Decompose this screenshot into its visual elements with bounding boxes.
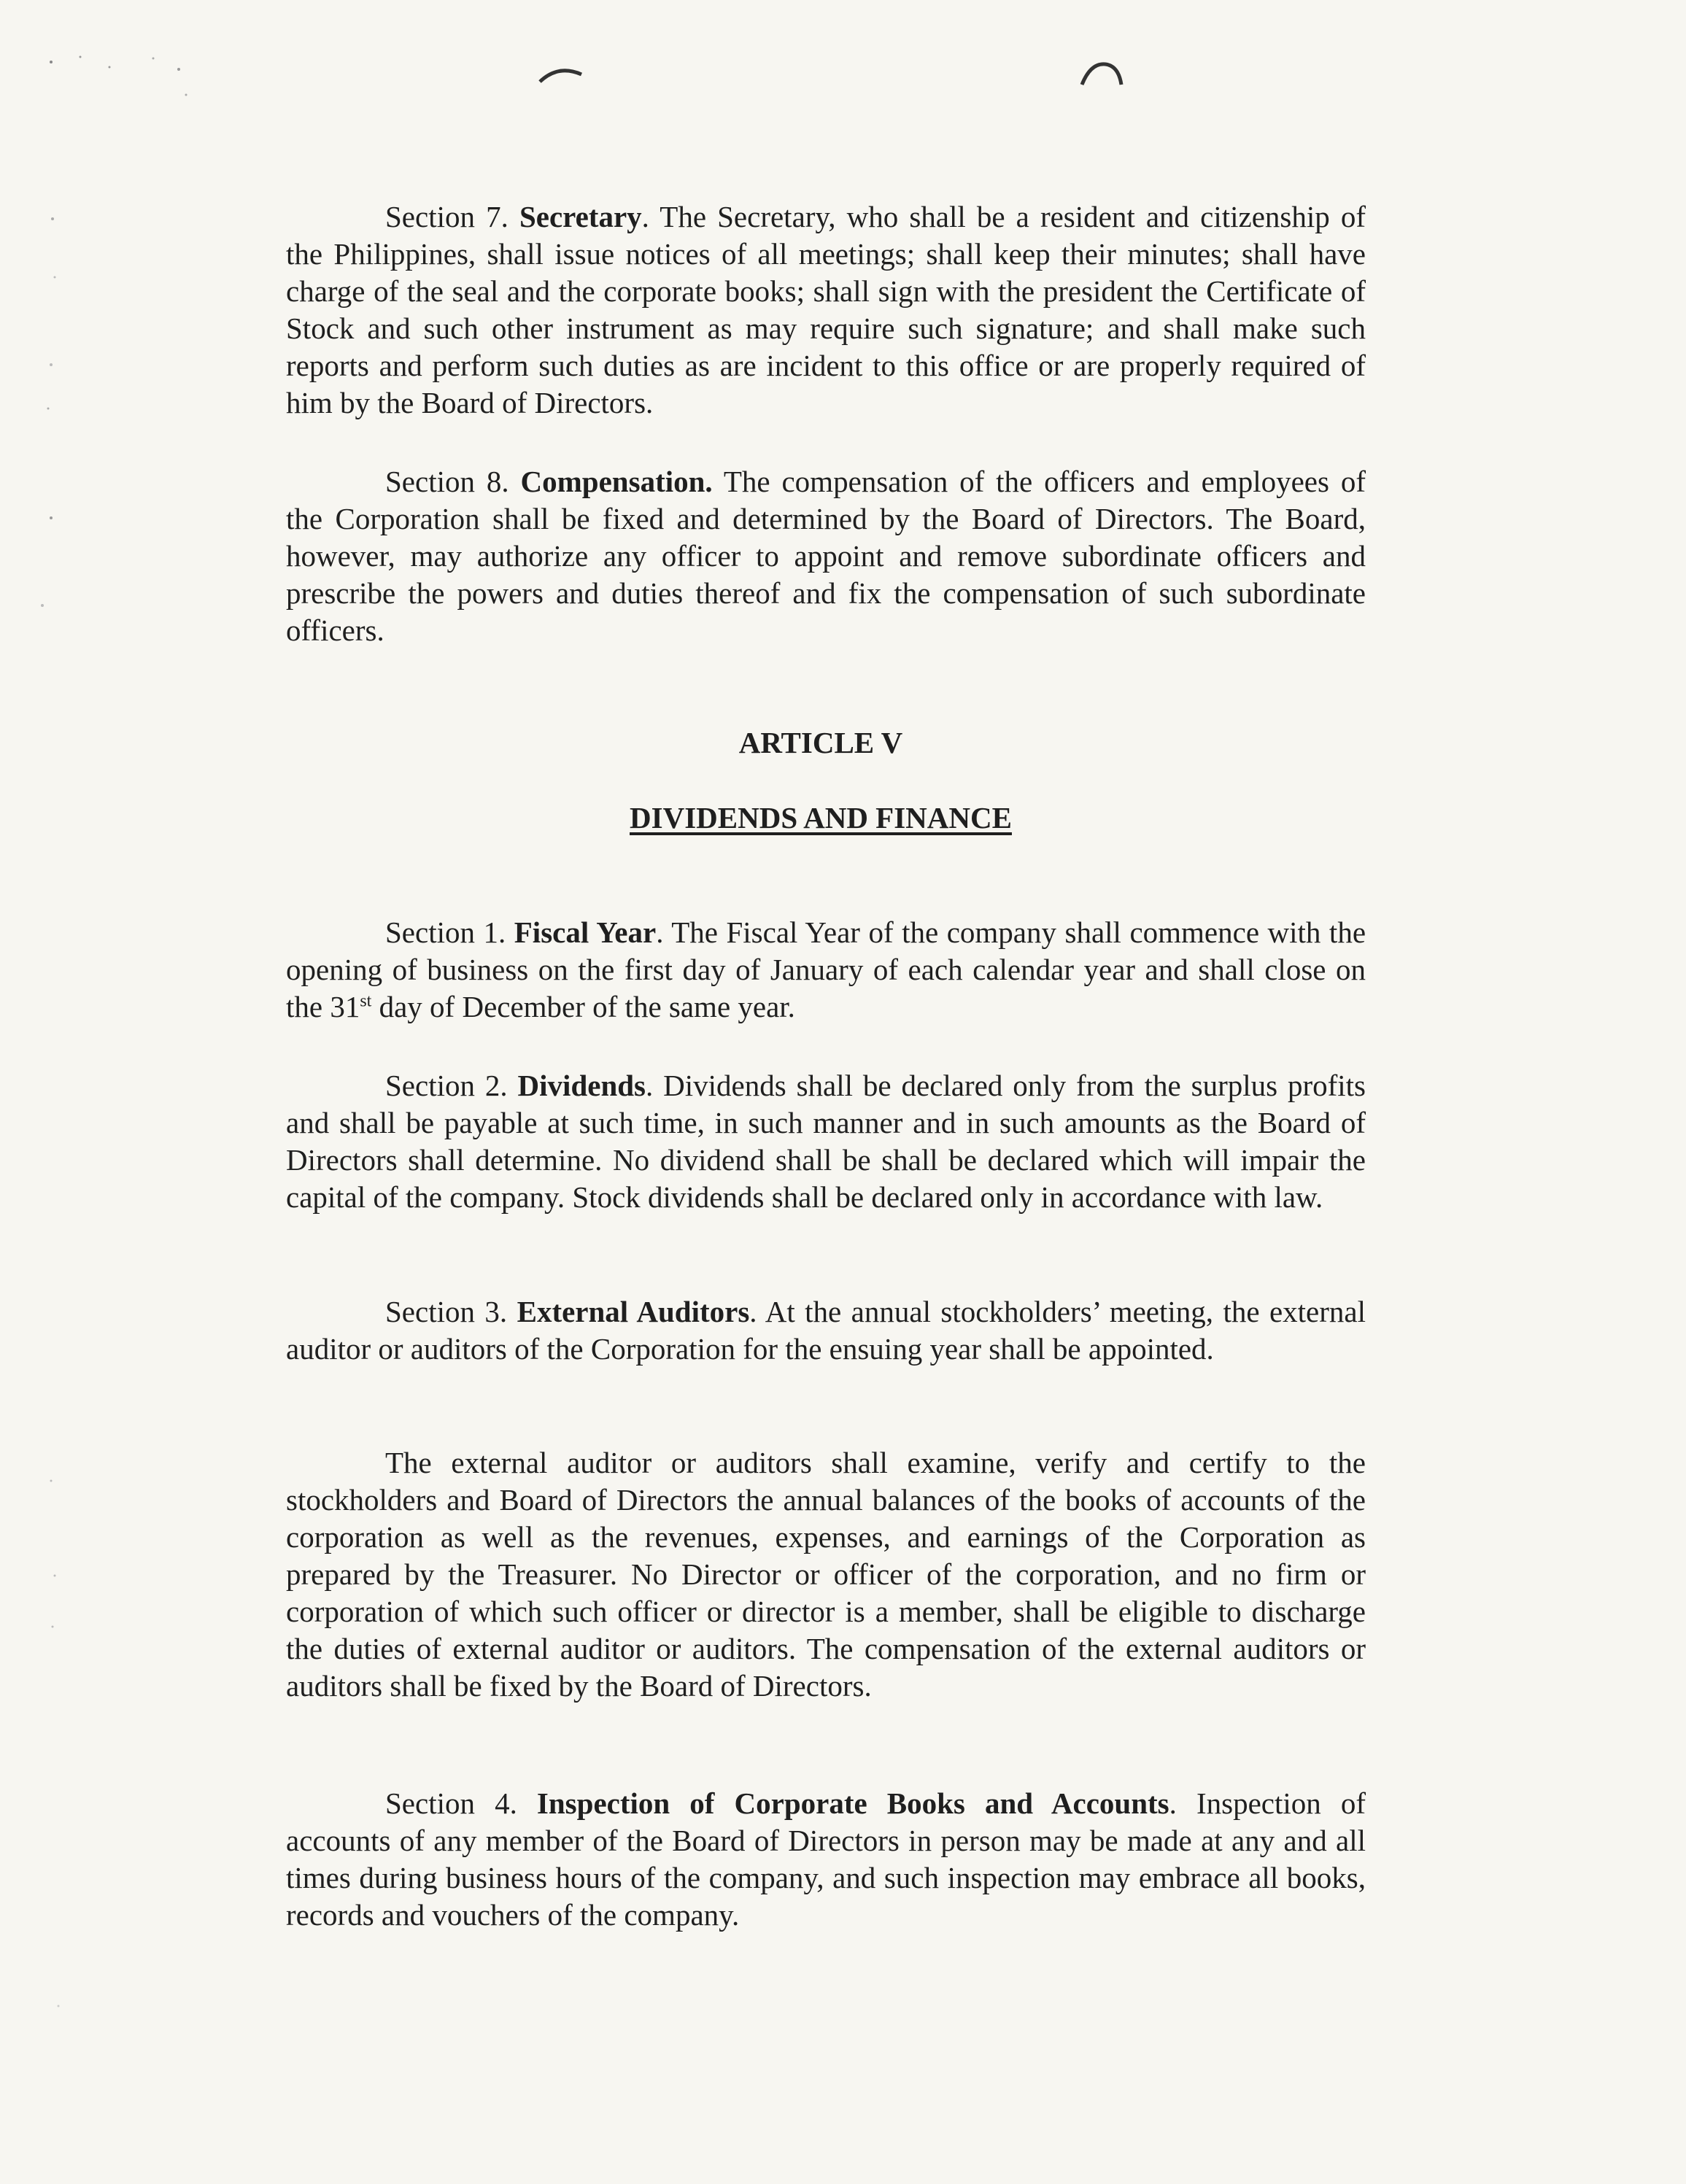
section-4-title-trail: .: [1169, 1786, 1177, 1820]
section-1-body-a: . The Fiscal Year of the company shall commence with the opening of business on the first day of January of each calendar year and shall close on the 31: [286, 915, 1366, 1023]
section-1-title: Fiscal Year: [514, 915, 657, 949]
section-3: [286, 1293, 1366, 1368]
section-8-body: The compensation of the officers and employees of the Corporation shall be fixed and determined by the Board of Directors. The Board, however, may authorize any officer to appoint and remove subordinate officers and prescribe the powers and duties thereof and fix the compensation of such subordinate officers.: [286, 465, 1366, 647]
section-1-paragraph: [286, 914, 1366, 1026]
hole-punch-mark-left: [536, 58, 587, 88]
section-1-body-b: day of December of the same year.: [371, 990, 795, 1023]
article-number: ARTICLE V: [738, 726, 903, 759]
section-3-body: At the annual stockholders’ meeting, the external auditor or auditors of the Corporation for the ensuing year shall be appointed.: [286, 1295, 1366, 1366]
section-2-title-trail: .: [646, 1069, 654, 1102]
section-7-paragraph: [286, 198, 1366, 422]
hole-punch-mark-right: [1076, 58, 1127, 88]
section-8: [286, 463, 1366, 649]
section-1: [286, 914, 1366, 1026]
ordinal-superscript: st: [360, 991, 372, 1011]
section-8-paragraph: [286, 463, 1366, 649]
section-4: [286, 1785, 1366, 1934]
section-2-paragraph: [286, 1067, 1366, 1216]
section-3-title: External Auditors: [517, 1295, 750, 1328]
article-title: DIVIDENDS AND FINANCE: [630, 801, 1012, 835]
section-8-title: Compensation.: [520, 465, 713, 498]
section-7: [286, 198, 1366, 422]
section-8-prefix: Section 8.: [385, 465, 509, 498]
section-4-body: Inspection of accounts of any member of the Board of Directors in person may be made at any and all times during business hours of the company, and such inspection may embrace all books, records and vouchers of the company.: [286, 1786, 1366, 1932]
auditors-paragraph-block: [286, 1444, 1366, 1705]
section-7-body: The Secretary, who shall be a resident and citizenship of the Philippines, shall issue notices of all meetings; shall keep their minutes; shall have charge of the seal and the corporate books; shall sign with the president the Certificate of Stock and such other instrument as may require such signature; and shall make such reports and perform such duties as are incident to this office or are properly required of him by the Board of Directors.: [286, 200, 1366, 419]
scan-specks: [0, 0, 219, 2184]
auditors-paragraph: The external auditor or auditors shall examine, verify and certify to the stockholders and Board of Directors the annual balances of the books of accounts of the corporation as well as the revenues, expenses, and earnings of the Corporation as prepared by the Treasurer. No Director or officer of the corporation, and no firm or corporation of which such officer or director is a member, shall be eligible to discharge the duties of external auditor or auditors. The compensation of the external auditors or auditors shall be fixed by the Board of Directors.: [286, 1446, 1366, 1703]
section-7-title-trail: .: [641, 200, 649, 233]
section-7-title: Secretary: [519, 200, 642, 233]
section-4-prefix: Section 4.: [385, 1786, 517, 1820]
section-3-prefix: Section 3.: [385, 1295, 508, 1328]
section-3-title-trail: .: [749, 1295, 757, 1328]
section-2-title: Dividends: [517, 1069, 646, 1102]
section-2-body: Dividends shall be declared only from the surplus profits and shall be payable at such time, in such manner and in such amounts as the Board of Directors shall determine. No dividend shall be shall be declared which will impair the capital of the company. Stock dividends shall be declared only in accordance with law.: [286, 1069, 1366, 1214]
section-4-title: Inspection of Corporate Books and Accounts: [536, 1786, 1169, 1820]
section-2-prefix: Section 2.: [385, 1069, 508, 1102]
section-2: [286, 1067, 1366, 1216]
section-4-paragraph: [286, 1785, 1366, 1934]
section-1-prefix: Section 1.: [385, 915, 506, 949]
section-7-prefix: Section 7.: [385, 200, 508, 233]
section-3-paragraph: [286, 1293, 1366, 1368]
